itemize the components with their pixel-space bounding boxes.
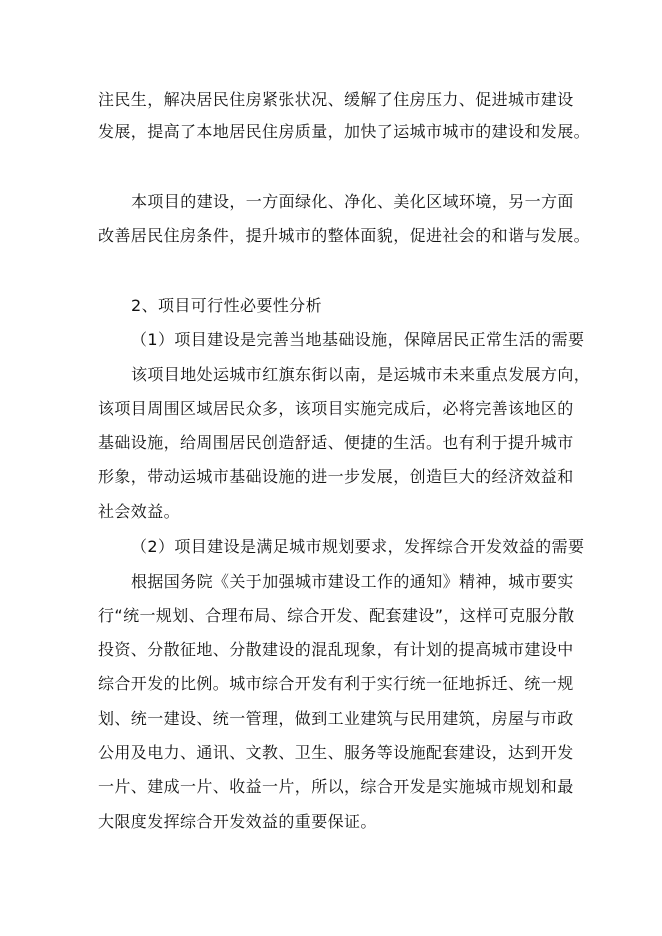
paragraph-line: 发展，提高了本地居民住房质量，加快了运城市城市的建设和发展。 <box>98 122 591 141</box>
paragraph-line: 投资、分散征地、分散建设的混乱现象，有计划的提高城市建设中 <box>98 640 574 659</box>
section-heading: 2、项目可行性必要性分析 <box>131 296 322 315</box>
paragraph-line: 该项目地处运城市红旗东街以南，是运城市未来重点发展方向， <box>131 365 591 384</box>
paragraph-line: 根据国务院《关于加强城市建设工作的通知》精神，城市要实 <box>131 572 574 591</box>
paragraph-line: 行“统一规划、合理布局、综合开发、配套建设”，这样可克服分散 <box>98 606 575 625</box>
paragraph-line: 本项目的建设，一方面绿化、净化、美化区域环境，另一方面 <box>131 192 574 211</box>
paragraph-line: 注民生，解决居民住房紧张状况、缓解了住房压力、促进城市建设 <box>98 90 574 109</box>
paragraph-line: 基础设施，给周围居民创造舒适、便捷的生活。也有利于提升城市 <box>98 433 574 452</box>
paragraph-line: 形象，带动运城市基础设施的进一步发展，创造巨大的经济效益和 <box>98 467 574 486</box>
subsection-title: （2）项目建设是满足城市规划要求，发挥综合开发效益的需要 <box>131 537 585 556</box>
paragraph-line: 该项目周围区域居民众多，该项目实施完成后，必将完善该地区的 <box>98 399 574 418</box>
paragraph-line: 大限度发挥综合开发效益的重要保证。 <box>98 812 377 831</box>
paragraph-line: 社会效益。 <box>98 502 181 521</box>
paragraph-line: 公用及电力、通讯、文教、卫生、服务等设施配套建设，达到开发 <box>98 743 574 762</box>
subsection-title: （1）项目建设是完善当地基础设施，保障居民正常生活的需要 <box>131 330 585 349</box>
paragraph-line: 一片、建成一片、收益一片，所以，综合开发是实施城市规划和最 <box>98 777 574 796</box>
paragraph-line: 改善居民住房条件，提升城市的整体面貌，促进社会的和谐与发展。 <box>98 226 591 245</box>
paragraph-line: 划、统一建设、统一管理，做到工业建筑与民用建筑，房屋与市政 <box>98 709 574 728</box>
paragraph-line: 综合开发的比例。城市综合开发有利于实行统一征地拆迁、统一规 <box>98 674 574 693</box>
